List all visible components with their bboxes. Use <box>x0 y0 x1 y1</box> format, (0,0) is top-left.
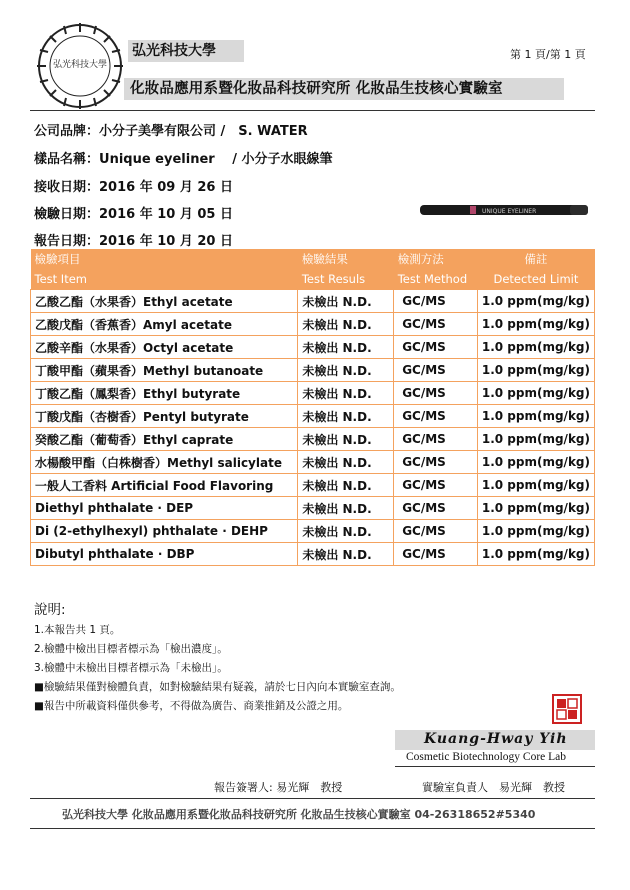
detected-limit: 1.0 ppm(mg/kg) <box>477 520 594 543</box>
tested-line <box>34 203 233 222</box>
test-method: GC/MS <box>394 451 478 474</box>
header-method-en: Test Method <box>394 269 478 290</box>
header-test-item-zh: 檢驗項目 <box>31 249 298 269</box>
results-table <box>30 249 595 566</box>
test-item: 丁酸乙酯（鳳梨香）Ethyl butyrate <box>31 382 298 405</box>
received-label: 接收日期： <box>34 180 100 195</box>
detected-limit: 1.0 ppm(mg/kg) <box>477 359 594 382</box>
test-method: GC/MS <box>394 336 478 359</box>
test-method: GC/MS <box>394 290 478 313</box>
detected-limit: 1.0 ppm(mg/kg) <box>477 543 594 566</box>
logo-text: 弘光科技大學 <box>52 60 108 70</box>
header-row-zh <box>31 249 595 269</box>
test-item: Dibutyl phthalate · DBP <box>31 543 298 566</box>
header-method-zh: 檢測方法 <box>394 249 478 269</box>
table-row <box>31 428 595 451</box>
brand-line <box>34 120 308 139</box>
header-limit-zh: 備註 <box>477 249 594 269</box>
header-test-item-en: Test Item <box>31 269 298 290</box>
report-signer: 報告簽署人: 易光輝 教授 <box>214 781 343 794</box>
table-row <box>31 382 595 405</box>
footer-divider-top <box>30 798 595 799</box>
header-result-zh: 檢驗結果 <box>298 249 394 269</box>
official-seal-icon <box>552 694 582 724</box>
university-name: 弘光科技大學 <box>128 40 244 62</box>
eyeliner-product-image <box>420 204 588 216</box>
test-result: 未檢出 N.D. <box>298 336 394 359</box>
lab-title: 化妝品應用系暨化妝品科技研究所 化妝品生技核心實驗室 <box>124 78 564 100</box>
test-result: 未檢出 N.D. <box>298 497 394 520</box>
test-method: GC/MS <box>394 382 478 405</box>
detected-limit: 1.0 ppm(mg/kg) <box>477 405 594 428</box>
brand-label: 公司品牌： <box>34 124 100 139</box>
test-result: 未檢出 N.D. <box>298 290 394 313</box>
table-row <box>31 336 595 359</box>
test-result: 未檢出 N.D. <box>298 313 394 336</box>
note-item: ■報告中所載資料僅供參考，不得做為廣告、商業推銷及公證之用。 <box>34 700 349 712</box>
note-item: 2.檢體中檢出目標者標示為「檢出濃度」。 <box>34 643 228 655</box>
test-method: GC/MS <box>394 497 478 520</box>
test-method: GC/MS <box>394 313 478 336</box>
university-logo <box>36 22 124 110</box>
test-item: 乙酸乙酯（水果香）Ethyl acetate <box>31 290 298 313</box>
sample-value: Unique eyeliner / 小分子水眼線筆 <box>99 152 333 167</box>
detected-limit: 1.0 ppm(mg/kg) <box>477 497 594 520</box>
detected-limit: 1.0 ppm(mg/kg) <box>477 428 594 451</box>
test-result: 未檢出 N.D. <box>298 428 394 451</box>
detected-limit: 1.0 ppm(mg/kg) <box>477 290 594 313</box>
report-value: 2016 年 10 月 20 日 <box>99 234 234 249</box>
test-result: 未檢出 N.D. <box>298 543 394 566</box>
detected-limit: 1.0 ppm(mg/kg) <box>477 336 594 359</box>
table-row <box>31 313 595 336</box>
table-row <box>31 451 595 474</box>
header-divider <box>30 110 595 111</box>
footer-text: 弘光科技大學 化妝品應用系暨化妝品科技研究所 化妝品生技核心實驗室 04-26318652#5340 <box>62 808 536 821</box>
detected-limit: 1.0 ppm(mg/kg) <box>477 451 594 474</box>
table-row <box>31 497 595 520</box>
test-result: 未檢出 N.D. <box>298 520 394 543</box>
note-item: ■檢驗結果僅對檢體負責，如對檢驗結果有疑義，請於七日內向本實驗室查詢。 <box>34 681 401 693</box>
test-result: 未檢出 N.D. <box>298 474 394 497</box>
report-line <box>34 230 233 249</box>
test-item: 一般人工香料 Artificial Food Flavoring <box>31 474 298 497</box>
test-item: 乙酸辛酯（水果香）Octyl acetate <box>31 336 298 359</box>
test-result: 未檢出 N.D. <box>298 359 394 382</box>
test-method: GC/MS <box>394 543 478 566</box>
brand-value: 小分子美學有限公司 / S. WATER <box>99 124 308 139</box>
tested-label: 檢驗日期： <box>34 207 100 222</box>
test-item: 癸酸乙酯（葡萄香）Ethyl caprate <box>31 428 298 451</box>
table-row <box>31 543 595 566</box>
received-value: 2016 年 09 月 26 日 <box>99 180 234 195</box>
note-item: 3.檢體中未檢出目標者標示為「未檢出」。 <box>34 662 228 674</box>
table-row <box>31 359 595 382</box>
sample-line <box>34 148 333 167</box>
detected-limit: 1.0 ppm(mg/kg) <box>477 313 594 336</box>
test-method: GC/MS <box>394 474 478 497</box>
test-item: 水楊酸甲酯（白株樹香）Methyl salicylate <box>31 451 298 474</box>
test-method: GC/MS <box>394 428 478 451</box>
test-item: 丁酸甲酯（蘋果香）Methyl butanoate <box>31 359 298 382</box>
table-row <box>31 405 595 428</box>
test-item: 乙酸戊酯（香蕉香）Amyl acetate <box>31 313 298 336</box>
test-method: GC/MS <box>394 520 478 543</box>
table-row <box>31 520 595 543</box>
footer-divider-bottom <box>30 828 595 829</box>
lab-director: 實驗室負責人 易光輝 教授 <box>422 781 565 794</box>
table-row <box>31 290 595 313</box>
test-item: Diethyl phthalate · DEP <box>31 497 298 520</box>
note-item: 1.本報告共 1 頁。 <box>34 624 121 636</box>
test-result: 未檢出 N.D. <box>298 451 394 474</box>
table-row <box>31 474 595 497</box>
signature-divider <box>395 766 595 767</box>
product-label: UNIQUE EYELINER <box>482 208 537 215</box>
tested-value: 2016 年 10 月 05 日 <box>99 207 234 222</box>
test-item: 丁酸戊酯（杏樹香）Pentyl butyrate <box>31 405 298 428</box>
core-lab-name: Cosmetic Biotechnology Core Lab <box>406 751 567 763</box>
test-result: 未檢出 N.D. <box>298 405 394 428</box>
header-row-en <box>31 269 595 290</box>
detected-limit: 1.0 ppm(mg/kg) <box>477 474 594 497</box>
header-result-en: Test Resuls <box>298 269 394 290</box>
report-label: 報告日期： <box>34 234 100 249</box>
notes-heading: 說明: <box>34 602 66 618</box>
received-line <box>34 176 233 195</box>
sample-label: 樣品名稱： <box>34 152 100 167</box>
detected-limit: 1.0 ppm(mg/kg) <box>477 382 594 405</box>
header-limit-en: Detected Limit <box>477 269 594 290</box>
page-indicator: 第 1 頁/第 1 頁 <box>510 48 586 61</box>
signature-name: Kuang-Hway Yih <box>424 731 568 747</box>
test-method: GC/MS <box>394 405 478 428</box>
test-item: Di (2-ethylhexyl) phthalate · DEHP <box>31 520 298 543</box>
test-method: GC/MS <box>394 359 478 382</box>
test-result: 未檢出 N.D. <box>298 382 394 405</box>
